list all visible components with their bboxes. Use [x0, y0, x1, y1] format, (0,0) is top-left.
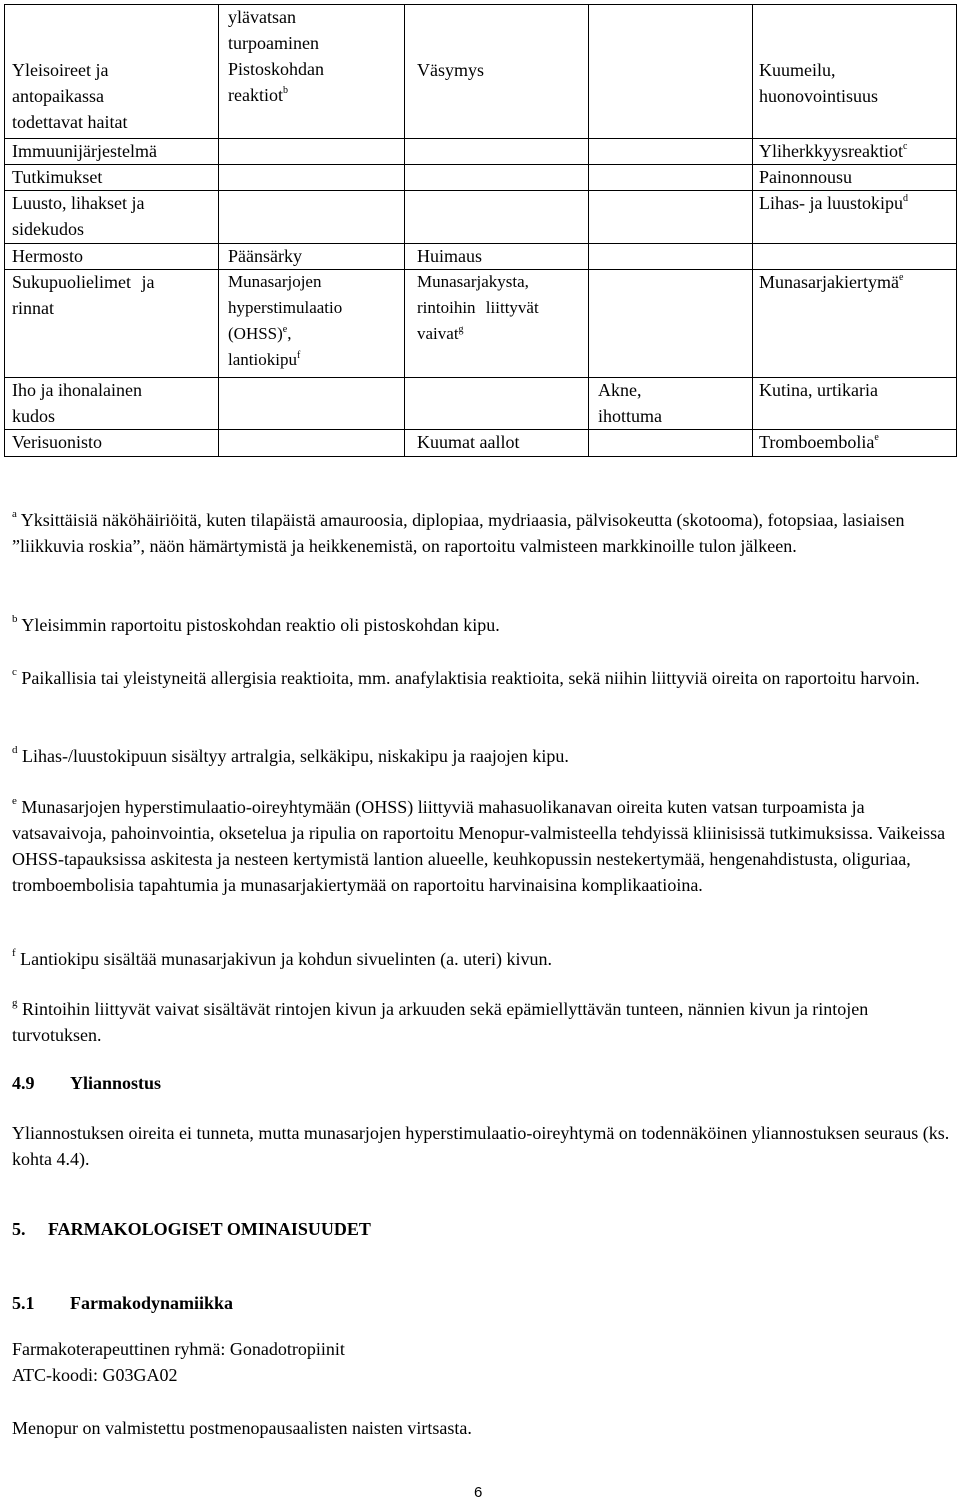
table-cell: Tromboembolia$^e$ — [759, 432, 879, 452]
footnote-f: $^f$ Lantiokipu sisältää munasarjakivun ja kohdun sivuelinten (a. uteri) kivun. — [12, 947, 553, 969]
table-cell: Akne, ihottuma — [598, 380, 662, 426]
table-col-divider — [588, 4, 589, 456]
table-row-organ: Sukupuolielimet ja rinnat — [12, 272, 155, 318]
page-number: 6 — [474, 1484, 483, 1501]
table-cell: Kuumat aallot — [417, 432, 520, 452]
table-cell: ylävatsan turpoaminen Pistoskohdan reaktiot$^b$ — [228, 7, 325, 105]
table-row-organ: Verisuonisto — [12, 432, 102, 452]
section-heading-5-1: 5.1 Farmakodynamiikka — [12, 1293, 234, 1313]
table-border-top — [4, 4, 957, 5]
table-cell: Kuumeilu, huonovointisuus — [759, 60, 879, 106]
table-cell: Yliherkkyysreaktiot$^c$ — [759, 141, 908, 161]
table-cell: Painonnousu — [759, 167, 853, 187]
table-cell: Munasarjojen hyperstimulaatio (OHSS)$^e$, lantiokipu$^f$ — [228, 272, 343, 369]
footnote-e: $^e$ Munasarjojen hyperstimulaatio-oireyhtymään (OHSS) liittyviä mahasuolikanavan oireita kuten vatsan turpoamista ja vatsavaivoja, pahoinvointia, oksetelua ja ripulia on raportoitu Menopur-valmisteella tehdyissä kliinisissä tutkimuksissa. Vaikeissa OHSS-tapauksissa askitesta ja nesteen kertymistä lantion alueelle, keuhkopussin nestekertymää, hengenahdistusta, oliguriaa, tromboembolisia tapahtumia ja munasarjakiertymää on raportoitu harvinaisina komplikaatioina. — [12, 795, 946, 895]
footnote-c: $^c$ Paikallisia tai yleistyneitä allergisia reaktioita, mm. anafylaktisia reaktioita, sekä niihin liittyviä oireita on raportoitu harvoin. — [12, 666, 920, 688]
atc-code: ATC-koodi: G03GA02 — [12, 1365, 178, 1385]
table-cell: Väsymys — [417, 60, 484, 80]
table-col-divider — [218, 4, 219, 456]
section-heading-5: 5. FARMAKOLOGISET OMINAISUUDET — [12, 1219, 371, 1239]
pharmacotherapeutic-group: Farmakoterapeuttinen ryhmä: Gonadotropiinit — [12, 1339, 345, 1359]
table-cell: Munasarjakysta, rintoihin liittyvät vaivat$^g$ — [417, 272, 539, 343]
table-cell: Päänsärky — [228, 246, 302, 266]
section-5-1-text: Menopur on valmistettu postmenopausaalisten naisten virtsasta. — [12, 1418, 472, 1438]
footnote-a: $^a$ Yksittäisiä näköhäiriöitä, kuten tilapäistä amauroosia, diplopiaa, mydriaasia, pälvisokeutta (skotooma), fotopsiaa, lasiaisen ”liikkuvia roskia”, näön hämärtymistä ja heikkenemistä, on raportoitu valmisteen markkinoille tulon jälkeen. — [12, 508, 905, 556]
table-col-divider — [752, 4, 753, 456]
table-row-organ: Hermosto — [12, 246, 83, 266]
table-cell: Munasarjakiertymä$^e$ — [759, 272, 904, 292]
table-cell: Kutina, urtikaria — [759, 380, 878, 400]
table-row-organ: Yleisoireet ja antopaikassa todettavat haitat — [12, 60, 128, 132]
footnote-b: $^b$ Yleisimmin raportoitu pistoskohdan reaktio oli pistoskohdan kipu. — [12, 613, 500, 635]
table-col-divider — [404, 4, 405, 456]
table-border-right — [956, 4, 957, 456]
section-4-9-text: Yliannostuksen oireita ei tunneta, mutta munasarjojen hyperstimulaatio-oireyhtymä on todennäköinen yliannostuksen seuraus (ks. kohta 4.4). — [12, 1123, 950, 1169]
table-cell: Lihas- ja luustokipu$^d$ — [759, 193, 908, 213]
table-row-organ: Immuunijärjestelmä — [12, 141, 157, 161]
adverse-effects-table — [4, 4, 957, 456]
table-row-organ: Iho ja ihonalainen kudos — [12, 380, 142, 426]
table-row-organ: Luusto, lihakset ja sidekudos — [12, 193, 145, 239]
footnote-d: $^d$ Lihas-/luustokipuun sisältyy artralgia, selkäkipu, niskakipu ja raajojen kipu. — [12, 744, 569, 766]
table-row-organ: Tutkimukset — [12, 167, 103, 187]
table-border-left — [4, 4, 5, 456]
table-border-bottom — [4, 456, 957, 457]
section-heading-4-9: 4.9 Yliannostus — [12, 1073, 162, 1093]
footnote-g: $^g$ Rintoihin liittyvät vaivat sisältävät rintojen kivun ja arkuuden sekä epämiellyttävän tunteen, nännien kivun ja rintojen turvotuksen. — [12, 997, 869, 1045]
table-cell: Huimaus — [417, 246, 482, 266]
